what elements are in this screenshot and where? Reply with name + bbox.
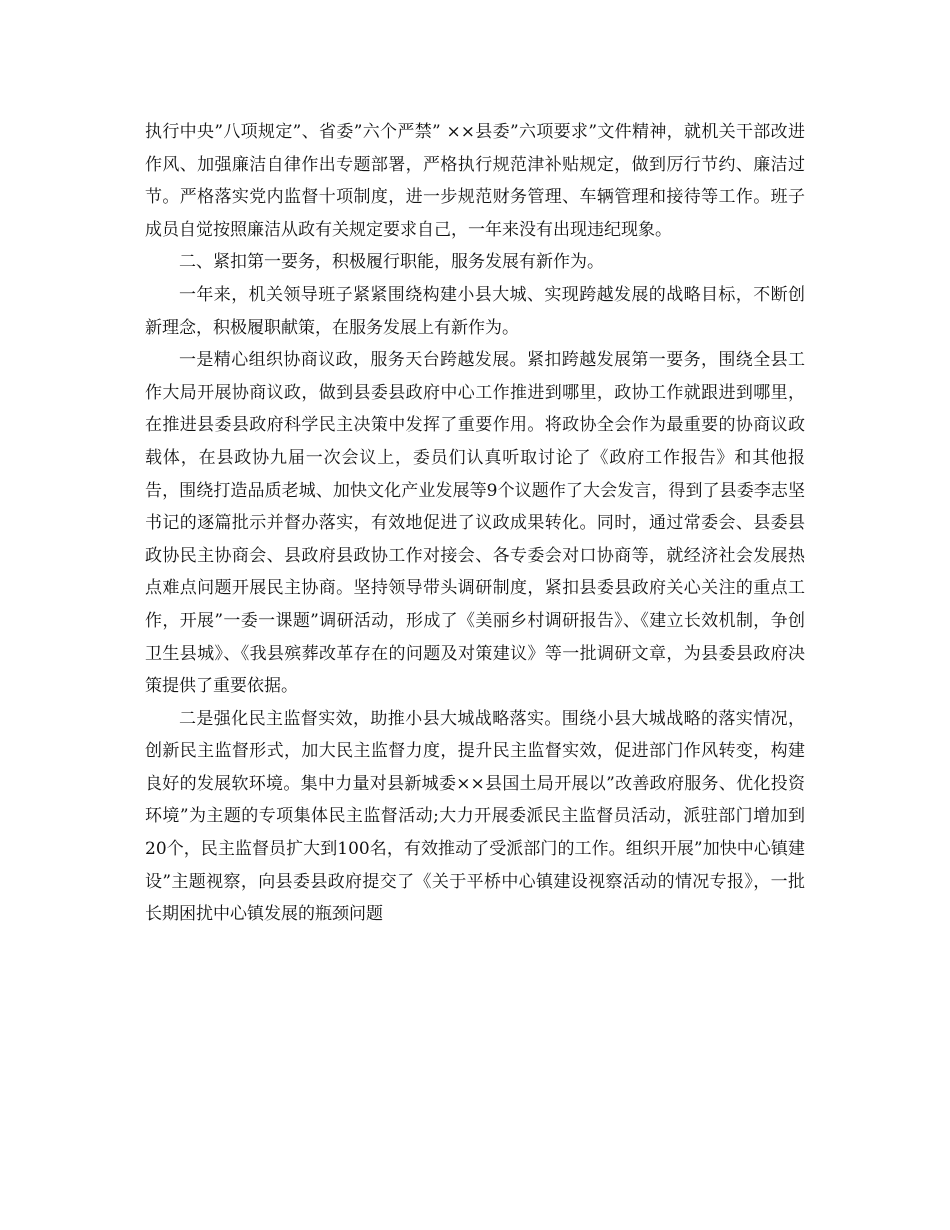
paragraph-5: 二是强化民主监督实效，助推小县大城战略落实。围绕小县大城战略的落实情况，创新民主监督形式，加大民主监督力度，提升民主监督实效，促进部门作风转变，构建良好的发展软环境。集中力量对县新城委××县国土局开展以”改善政府服务、优化投资环境”为主题的专项集体民主监督活动;大力开展委派民主监督员活动，派驻部门增加到20个，民主监督员扩大到100名，有效推动了受派部门的工作。组织开展”加快中心镇建设”主题视察，向县委县政府提交了《关于平桥中心镇建设视察活动的情况专报》，一批长期困扰中心镇发展的瓶颈问题 [145, 708, 805, 925]
document-page [145, 116, 805, 931]
paragraph-3: 一年来，机关领导班子紧紧围绕构建小县大城、实现跨越发展的战略目标，不断创新理念，积极履职献策，在服务发展上有新作为。 [145, 284, 805, 338]
paragraph-1: 执行中央”八项规定”、省委”六个严禁” ××县委”六项要求”文件精神，就机关干部改进作风、加强廉洁自律作出专题部署，严格执行规范津补贴规定，做到厉行节约、廉洁过节。严格落实党内监督十项制度，进一步规范财务管理、车辆管理和接待等工作。班子成员自觉按照廉洁从政有关规定要求自己，一年来没有出现违纪现象。 [145, 122, 805, 240]
paragraph-4: 一是精心组织协商议政，服务天台跨越发展。紧扣跨越发展第一要务，围绕全县工作大局开展协商议政，做到县委县政府中心工作推进到哪里，政协工作就跟进到哪里，在推进县委县政府科学民主决策中发挥了重要作用。将政协全会作为最重要的协商议政载体，在县政协九届一次会议上，委员们认真听取讨论了《政府工作报告》和其他报告，围绕打造品质老城、加快文化产业发展等9个议题作了大会发言，得到了县委李志坚书记的逐篇批示并督办落实，有效地促进了议政成果转化。同时，通过常委会、县委县政协民主协商会、县政府县政协工作对接会、各专委会对口协商等，就经济社会发展热点难点问题开展民主协商。坚持领导带头调研制度，紧扣县委县政府关心关注的重点工作，开展”一委一课题”调研活动，形成了《美丽乡村调研报告》、《建立长效机制，争创卫生县城》、《我县殡葬改革存在的问题及对策建议》等一批调研文章，为县委县政府决策提供了重要依据。 [145, 350, 805, 697]
paragraph-2-section-heading: 二、紧扣第一要务，积极履行职能，服务发展有新作为。 [179, 252, 604, 273]
